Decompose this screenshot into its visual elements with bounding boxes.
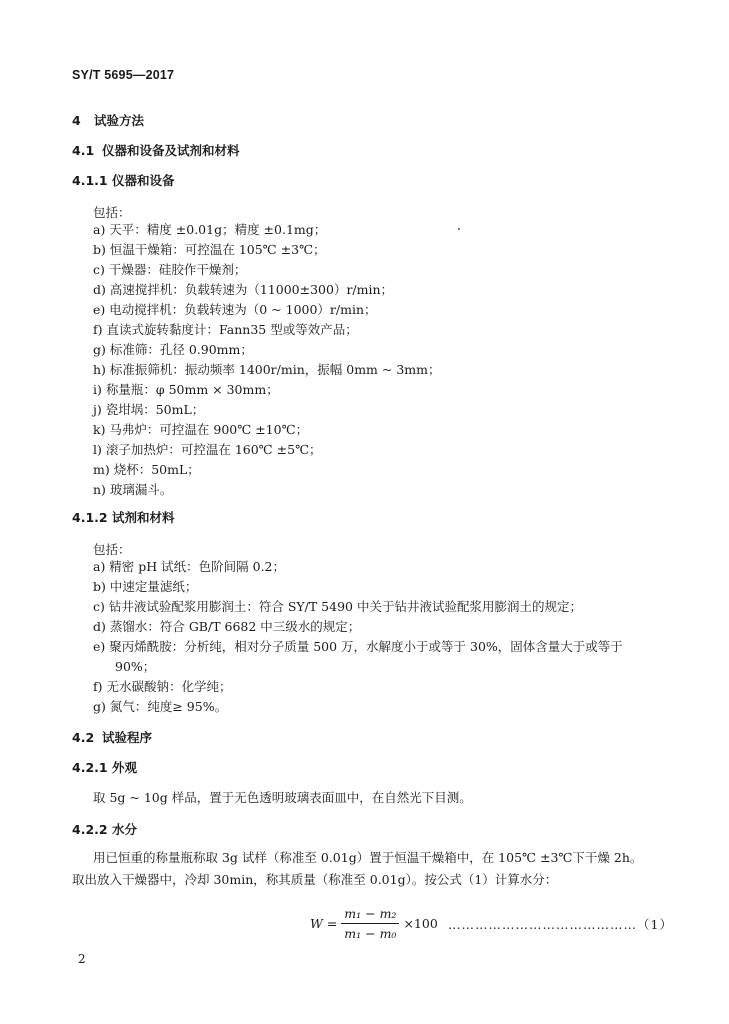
section-4-2-heading xyxy=(72,728,152,746)
list-item: l) 滚子加热炉：可控温在 160℃ ±5℃； xyxy=(93,442,322,457)
section-number: 4.2 xyxy=(72,730,95,745)
list-item: h) 标准振筛机：振动频率 1400r/min，振幅 0mm ~ 3mm； xyxy=(93,362,441,377)
list-item: c) 钻井液试验配浆用膨润土：符合 SY/T 5490 中关于钻井液试验配浆用膨润土的规定； xyxy=(93,599,582,614)
standard-code: SY/T 5695—2017 xyxy=(72,68,175,82)
section-title: 仪器和设备及试剂和材料 xyxy=(102,143,240,158)
formula-fraction xyxy=(341,906,399,941)
section-title: 试剂和材料 xyxy=(112,510,175,525)
section-intro: 包括： xyxy=(93,542,131,557)
list-item: c) 干燥器：硅胶作干燥剂； xyxy=(93,262,247,277)
section-4-1-1-heading xyxy=(72,171,175,189)
section-4-1-heading xyxy=(72,141,240,159)
section-number: 4.2.2 xyxy=(72,822,108,837)
section-title: 试验程序 xyxy=(102,730,153,745)
section-number: 4.1.2 xyxy=(72,510,108,525)
appearance-text: 取 5g ~ 10g 样品，置于无色透明玻璃表面皿中，在自然光下目测。 xyxy=(93,790,472,805)
formula-denominator: m₁ − m₀ xyxy=(344,926,397,941)
list-item: d) 蒸馏水：符合 GB/T 6682 中三级水的规定； xyxy=(93,619,361,634)
section-title: 仪器和设备 xyxy=(112,173,175,188)
list-item: b) 中速定量滤纸； xyxy=(93,579,198,594)
formula-lhs: W = xyxy=(310,916,338,931)
list-item: i) 称量瓶：φ 50mm × 30mm； xyxy=(93,382,279,397)
section-title: 外观 xyxy=(112,760,138,775)
list-item: d) 高速搅拌机：负载转速为（11000±300）r/min； xyxy=(93,282,394,297)
section-4-heading xyxy=(72,111,144,129)
list-item: g) 标准筛：孔径 0.90mm； xyxy=(93,342,253,357)
list-item: g) 氮气：纯度≥ 95%。 xyxy=(93,699,228,714)
list-item: k) 马弗炉：可控温在 900℃ ±10℃； xyxy=(93,422,309,437)
section-number: 4.1 xyxy=(72,143,95,158)
list-item: a) 天平：精度 ±0.01g；精度 ±0.1mg； xyxy=(93,222,327,237)
formula-factor: ×100 xyxy=(403,916,438,931)
list-item: j) 瓷坩埚：50mL； xyxy=(93,402,205,417)
section-4-2-1-heading xyxy=(72,758,137,776)
list-item-continuation: 90%； xyxy=(115,659,156,674)
list-item: m) 烧杯：50mL； xyxy=(93,462,200,477)
list-item: f) 直读式旋转黏度计：Fann35 型或等效产品； xyxy=(93,322,358,337)
section-4-2-2-heading xyxy=(72,820,137,838)
section-title: 水分 xyxy=(112,822,138,837)
list-item: a) 精密 pH 试纸：色阶间隔 0.2； xyxy=(93,559,286,574)
list-item: b) 恒温干燥箱：可控温在 105℃ ±3℃； xyxy=(93,242,326,257)
reagent-list xyxy=(93,557,653,717)
equation-number: ……………………………………（1） xyxy=(448,917,673,932)
section-4-1-2-heading xyxy=(72,508,175,526)
moisture-text-line1: 用已恒重的称量瓶称取 3g 试样（称准至 0.01g）置于恒温干燥箱中，在 105℃ ±3℃下干燥 2h。 xyxy=(93,850,643,865)
section-number: 4.2.1 xyxy=(72,760,108,775)
section-number: 4.1.1 xyxy=(72,173,108,188)
moisture-formula xyxy=(310,906,438,941)
list-item xyxy=(93,637,653,677)
page-number: 2 xyxy=(78,952,86,966)
section-intro: 包括： xyxy=(93,205,131,220)
equipment-list xyxy=(93,220,653,500)
moisture-text-line2: 取出放入干燥器中，冷却 30min，称其质量（称准至 0.01g）。按公式（1）计算水分： xyxy=(72,872,558,887)
formula-numerator: m₁ − m₂ xyxy=(341,906,399,924)
section-number: 4 xyxy=(72,113,81,128)
section-title: 试验方法 xyxy=(94,113,145,128)
list-item-line: e) 聚丙烯酰胺：分析纯，相对分子质量 500 万，水解度小于或等于 30%，固体含量大于或等于 xyxy=(93,639,623,654)
list-item: n) 玻璃漏斗。 xyxy=(93,482,173,497)
list-item: f) 无水碳酸钠：化学纯； xyxy=(93,679,232,694)
list-item: e) 电动搅拌机：负载转速为（0 ~ 1000）r/min； xyxy=(93,302,377,317)
